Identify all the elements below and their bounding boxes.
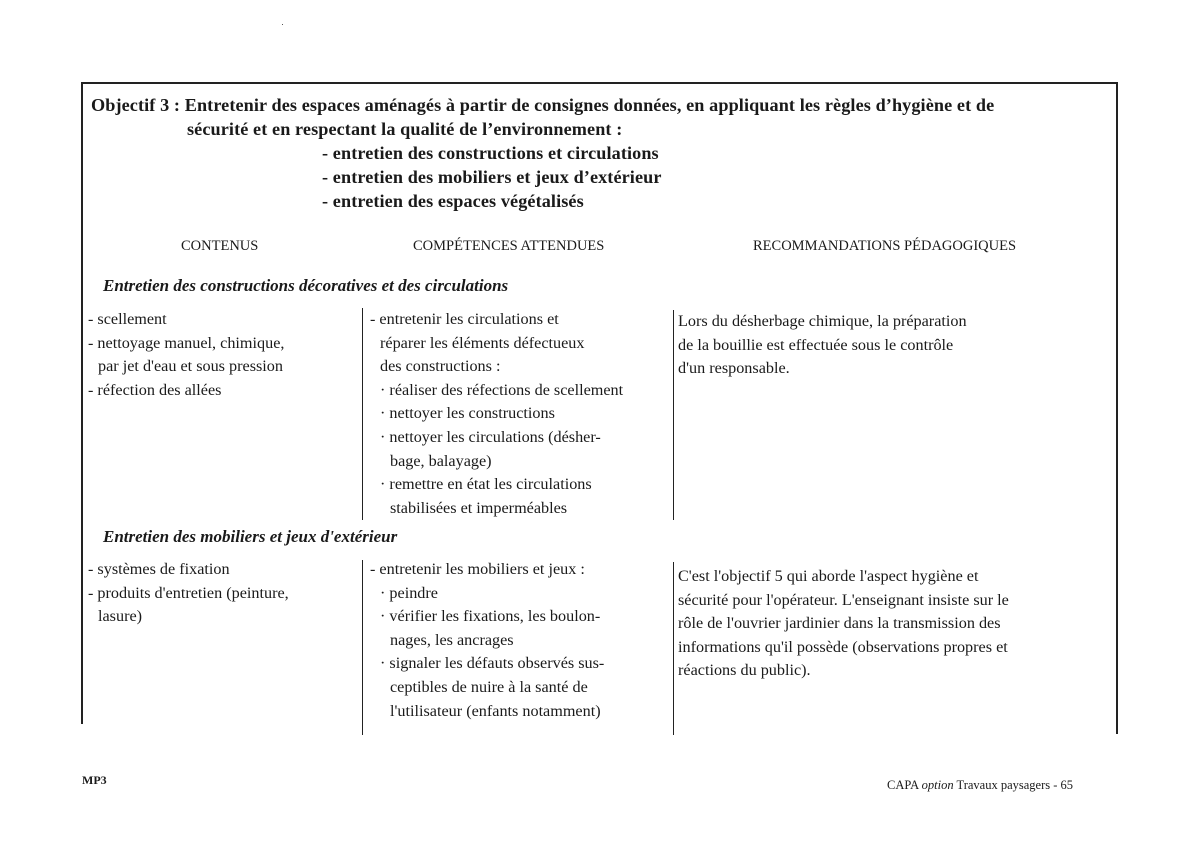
- footer-module-code: MP3: [82, 773, 107, 787]
- objective-line-1: Entretenir des espaces aménagés à partir de consignes données, en appliquant les règles d’hygiène et de: [184, 95, 995, 115]
- frame-right-border: [1116, 82, 1118, 734]
- column-header-contenus: CONTENUS: [181, 238, 259, 254]
- content-line: par jet d'eau et sous pression: [98, 357, 283, 376]
- section-1-competences: [370, 308, 623, 520]
- recommendation-line: rôle de l'ouvrier jardinier dans la transmission des: [678, 614, 1001, 633]
- competence-line: · vérifier les fixations, les boulon-: [380, 607, 601, 626]
- objective-item: - entretien des constructions et circulations: [322, 143, 659, 163]
- footer-option: option: [921, 778, 954, 792]
- competence-line: · signaler les défauts observés sus-: [380, 654, 605, 673]
- competence-line: l'utilisateur (enfants notamment): [390, 701, 601, 720]
- content-line: lasure): [98, 607, 143, 626]
- competence-line: bage, balayage): [390, 451, 492, 470]
- recommendation-line: d'un responsable.: [678, 359, 790, 378]
- section-2-recommandations: [678, 565, 1009, 683]
- objective-prefix: Objectif 3 :: [91, 95, 181, 115]
- competence-line: - entretenir les circulations et: [370, 310, 559, 328]
- content-line: - systèmes de fixation: [88, 560, 230, 578]
- section-title: Entretien des constructions décoratives et des circulations: [103, 276, 509, 295]
- recommendation-line: informations qu'il possède (observations propres et: [678, 637, 1008, 656]
- column-divider: [362, 308, 363, 520]
- content-line: - réfection des allées: [88, 380, 222, 399]
- section-2-contenus: [88, 558, 289, 629]
- section-1-contenus: [88, 308, 284, 402]
- objective-heading: [91, 93, 995, 211]
- objective-line-2: sécurité et en respectant la qualité de l’environnement :: [187, 119, 623, 139]
- footer-page-label: [887, 778, 1073, 793]
- objective-item: - entretien des mobiliers et jeux d’extérieur: [322, 167, 662, 187]
- competence-line: · peindre: [380, 583, 438, 602]
- recommendation-line: Lors du désherbage chimique, la préparation: [678, 312, 967, 330]
- competence-line: · nettoyer les constructions: [380, 404, 555, 423]
- column-divider: [673, 562, 674, 735]
- section-title: Entretien des mobiliers et jeux d'extérieur: [103, 527, 398, 546]
- recommendation-line: de la bouillie est effectuée sous le contrôle: [678, 335, 954, 354]
- competence-line: · réaliser des réfections de scellement: [380, 380, 624, 399]
- competence-line: · nettoyer les circulations (désher-: [380, 427, 601, 446]
- scan-speck: [282, 24, 283, 25]
- column-divider: [673, 310, 674, 520]
- content-line: - nettoyage manuel, chimique,: [88, 333, 285, 352]
- frame-top-border: [81, 82, 1118, 84]
- frame-left-border: [81, 82, 83, 724]
- competence-line: nages, les ancrages: [390, 630, 514, 649]
- competence-line: des constructions :: [380, 357, 501, 376]
- column-divider: [362, 560, 363, 735]
- footer-capa: CAPA: [887, 778, 919, 792]
- column-header-recommandations: RECOMMANDATIONS PÉDAGOGIQUES: [753, 238, 1017, 254]
- competence-line: · remettre en état les circulations: [380, 475, 592, 494]
- competence-line: stabilisées et imperméables: [390, 498, 568, 517]
- section-1-recommandations: [678, 310, 967, 381]
- section-2-competences: [370, 558, 604, 723]
- recommendation-line: C'est l'objectif 5 qui aborde l'aspect hygiène et: [678, 567, 979, 585]
- content-line: - scellement: [88, 310, 167, 328]
- competence-line: réparer les éléments défectueux: [380, 333, 585, 352]
- recommendation-line: sécurité pour l'opérateur. L'enseignant insiste sur le: [678, 590, 1009, 609]
- competence-line: - entretenir les mobiliers et jeux :: [370, 560, 585, 578]
- column-header-competences: COMPÉTENCES ATTENDUES: [413, 238, 605, 254]
- footer-title-page: Travaux paysagers - 65: [956, 778, 1074, 792]
- objective-item: - entretien des espaces végétalisés: [322, 191, 584, 211]
- competence-line: ceptibles de nuire à la santé de: [390, 677, 588, 696]
- recommendation-line: réactions du public).: [678, 661, 811, 680]
- content-line: - produits d'entretien (peinture,: [88, 583, 289, 602]
